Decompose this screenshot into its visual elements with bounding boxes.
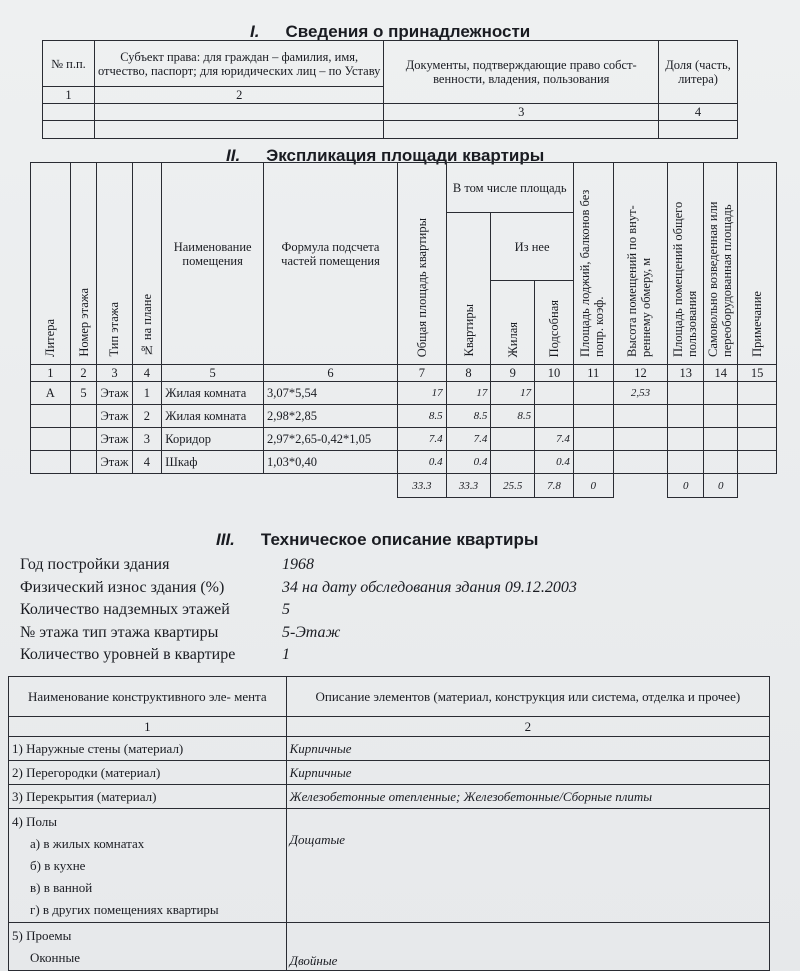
- element-partitions-label: 2) Перегородки (материал): [9, 761, 287, 785]
- section-2-number: II.: [226, 146, 241, 165]
- elements-colnum: 2: [286, 717, 769, 737]
- fact-label: Год постройки здания: [20, 556, 170, 573]
- ownership-header-documents: Документы, подтверждающие право собст- венности, владения, пользования: [384, 41, 659, 104]
- room-height: [613, 405, 668, 428]
- room-aux: [535, 382, 574, 405]
- elements-header-description: Описание элементов (материал, конструкция или система, отделка и прочее): [286, 677, 769, 717]
- room-num: 3: [132, 428, 162, 451]
- total-self-built: 0: [704, 474, 738, 498]
- header-apartment: Квартиры: [461, 304, 476, 357]
- room-litera: [31, 451, 71, 474]
- col-number: 11: [573, 365, 613, 382]
- room-apt: 0.4: [446, 451, 491, 474]
- header-incl-area: В том числе площадь: [446, 163, 573, 213]
- header-formula: Формула подсчета частей помещения: [264, 163, 398, 365]
- col-number: 12: [613, 365, 668, 382]
- element-floors-b: б) в кухне: [30, 858, 86, 873]
- header-room-name: Наименование помещения: [162, 163, 264, 365]
- ownership-colnum: 3: [384, 104, 659, 121]
- header-living: Жилая: [505, 321, 520, 357]
- room-total: 8.5: [398, 405, 447, 428]
- header-floor-type: Тип этажа: [107, 302, 122, 357]
- col-number: 5: [162, 365, 264, 382]
- header-note: Примечание: [750, 291, 765, 357]
- header-loggias: Площадь лоджий, балконов без попр. коэф.: [578, 189, 607, 357]
- fact-value: 5: [282, 601, 290, 618]
- room-apt: 8.5: [446, 405, 491, 428]
- fact-label: Количество уровней в квартире: [20, 646, 236, 663]
- col-number: 9: [491, 365, 535, 382]
- element-floors-value: Дощатые: [286, 809, 769, 923]
- total-living: 25.5: [491, 474, 535, 498]
- room-litera: [31, 405, 71, 428]
- room-formula: 2,97*2,65-0,42*1,05: [264, 428, 398, 451]
- room-floor: [70, 451, 97, 474]
- fact-row: [20, 601, 290, 619]
- room-num: 1: [132, 382, 162, 405]
- room-floor: [70, 405, 97, 428]
- room-living: [491, 451, 535, 474]
- element-walls-label: 1) Наружные стены (материал): [9, 737, 287, 761]
- col-number: 6: [264, 365, 398, 382]
- col-number: 8: [446, 365, 491, 382]
- section-3-title-text: Техническое описание квартиры: [260, 530, 539, 549]
- explication-table: [30, 162, 777, 498]
- header-auxiliary: Подсобная: [546, 299, 561, 357]
- fact-row: [20, 578, 577, 597]
- room-apt: 7.4: [446, 428, 491, 451]
- room-name: Коридор: [162, 428, 264, 451]
- total-common: 0: [668, 474, 704, 498]
- room-type: Этаж: [97, 451, 132, 474]
- room-row: [31, 451, 777, 474]
- element-slabs-value: Железобетонные отепленные; Железобетонные/Сборные плиты: [286, 785, 769, 809]
- element-windows-label: Оконные: [30, 950, 80, 965]
- header-common: Площадь помещений общего пользования: [670, 201, 699, 357]
- room-total: 7.4: [398, 428, 447, 451]
- ownership-header-subject: Субъект права: для граждан – фамилия, имя, отчество, паспорт; для юридических лиц – по Уставу: [94, 41, 384, 87]
- totals-row: [31, 474, 777, 498]
- header-floor-no: Номер этажа: [76, 288, 91, 357]
- element-floors-d: г) в других помещениях квартиры: [30, 902, 219, 917]
- fact-label: № этажа тип этажа квартиры: [20, 623, 219, 641]
- col-number: 3: [97, 365, 132, 382]
- col-number: 2: [70, 365, 97, 382]
- header-self-built: Самовольно возведенная или переоборудованная площадь: [705, 201, 734, 357]
- section-1-title: [250, 22, 530, 42]
- room-name: Жилая комната: [162, 405, 264, 428]
- room-apt: 17: [446, 382, 491, 405]
- element-floors-c: в) в ванной: [30, 880, 93, 895]
- fact-value: 34 на дату обследования здания 09.12.2003: [282, 578, 577, 596]
- room-formula: 1,03*0,40: [264, 451, 398, 474]
- room-type: Этаж: [97, 382, 132, 405]
- element-walls-value: Кирпичные: [286, 737, 769, 761]
- room-floor: 5: [70, 382, 97, 405]
- section-2-title-text: Экспликация площади квартиры: [266, 146, 545, 165]
- room-floor: [70, 428, 97, 451]
- section-1-number: I.: [250, 22, 260, 41]
- room-aux: [535, 405, 574, 428]
- room-height: [613, 428, 668, 451]
- col-number: 13: [668, 365, 704, 382]
- room-type: Этаж: [97, 405, 132, 428]
- room-num: 4: [132, 451, 162, 474]
- room-litera: [31, 428, 71, 451]
- section-3-title: [216, 530, 538, 550]
- elements-header-name: Наименование конструктивного эле- мента: [9, 677, 287, 717]
- element-slabs-label: 3) Перекрытия (материал): [9, 785, 287, 809]
- room-row: [31, 428, 777, 451]
- room-aux: 0.4: [535, 451, 574, 474]
- room-num: 2: [132, 405, 162, 428]
- fact-value: 1968: [282, 556, 314, 573]
- element-floors-a: а) в жилых комнатах: [30, 836, 145, 851]
- col-number: 15: [738, 365, 777, 382]
- fact-value: 5-Этаж: [282, 623, 341, 641]
- ownership-colnum: 1: [43, 87, 95, 104]
- element-floors-label: 4) Полы: [12, 814, 58, 829]
- header-height: Высота помещений по внут- реннему обмеру, м: [624, 205, 653, 357]
- header-of-it: Из нее: [491, 213, 573, 281]
- room-type: Этаж: [97, 428, 132, 451]
- header-plan-no: № на плане: [139, 293, 154, 357]
- ownership-header-num: № п.п.: [43, 41, 95, 87]
- total-loggias: 0: [573, 474, 613, 498]
- total-area: 33.3: [398, 474, 447, 498]
- ownership-colnum: 4: [659, 104, 738, 121]
- element-partitions-value: Кирпичные: [286, 761, 769, 785]
- room-living: 17: [491, 382, 535, 405]
- ownership-table: [42, 40, 738, 139]
- construction-elements-table: [8, 676, 770, 971]
- col-number: 10: [535, 365, 574, 382]
- fact-label: Количество надземных этажей: [20, 601, 230, 618]
- room-row: [31, 382, 777, 405]
- element-openings-label: 5) Проемы: [12, 928, 72, 943]
- fact-label: Физический износ здания (%): [20, 578, 225, 596]
- col-number: 14: [704, 365, 738, 382]
- col-number: 4: [132, 365, 162, 382]
- room-height: 2,53: [613, 382, 668, 405]
- elements-colnum: 1: [9, 717, 287, 737]
- room-row: [31, 405, 777, 428]
- fact-value: 1: [282, 646, 290, 663]
- room-living: [491, 428, 535, 451]
- section-1-title-text: Сведения о принадлежности: [285, 22, 531, 41]
- fact-row: [20, 623, 341, 642]
- room-name: Жилая комната: [162, 382, 264, 405]
- col-number: 1: [31, 365, 71, 382]
- element-windows-value: Двойные: [286, 923, 769, 971]
- room-total: 0.4: [398, 451, 447, 474]
- room-formula: 3,07*5,54: [264, 382, 398, 405]
- ownership-colnum: 2: [94, 87, 384, 104]
- room-name: Шкаф: [162, 451, 264, 474]
- room-living: 8.5: [491, 405, 535, 428]
- total-auxiliary: 7.8: [535, 474, 574, 498]
- section-3-number: III.: [216, 530, 235, 549]
- header-total-area: Общая площадь квартиры: [414, 217, 429, 357]
- room-total: 17: [398, 382, 447, 405]
- col-number: 7: [398, 365, 447, 382]
- room-litera: А: [31, 382, 71, 405]
- ownership-header-share: Доля (часть, литера): [659, 41, 738, 104]
- column-numbers-row: [31, 365, 777, 382]
- room-aux: 7.4: [535, 428, 574, 451]
- header-litera: Литера: [43, 319, 58, 357]
- fact-row: [20, 556, 314, 574]
- total-apartment: 33.3: [446, 474, 491, 498]
- room-formula: 2,98*2,85: [264, 405, 398, 428]
- room-height: [613, 451, 668, 474]
- fact-row: [20, 646, 290, 664]
